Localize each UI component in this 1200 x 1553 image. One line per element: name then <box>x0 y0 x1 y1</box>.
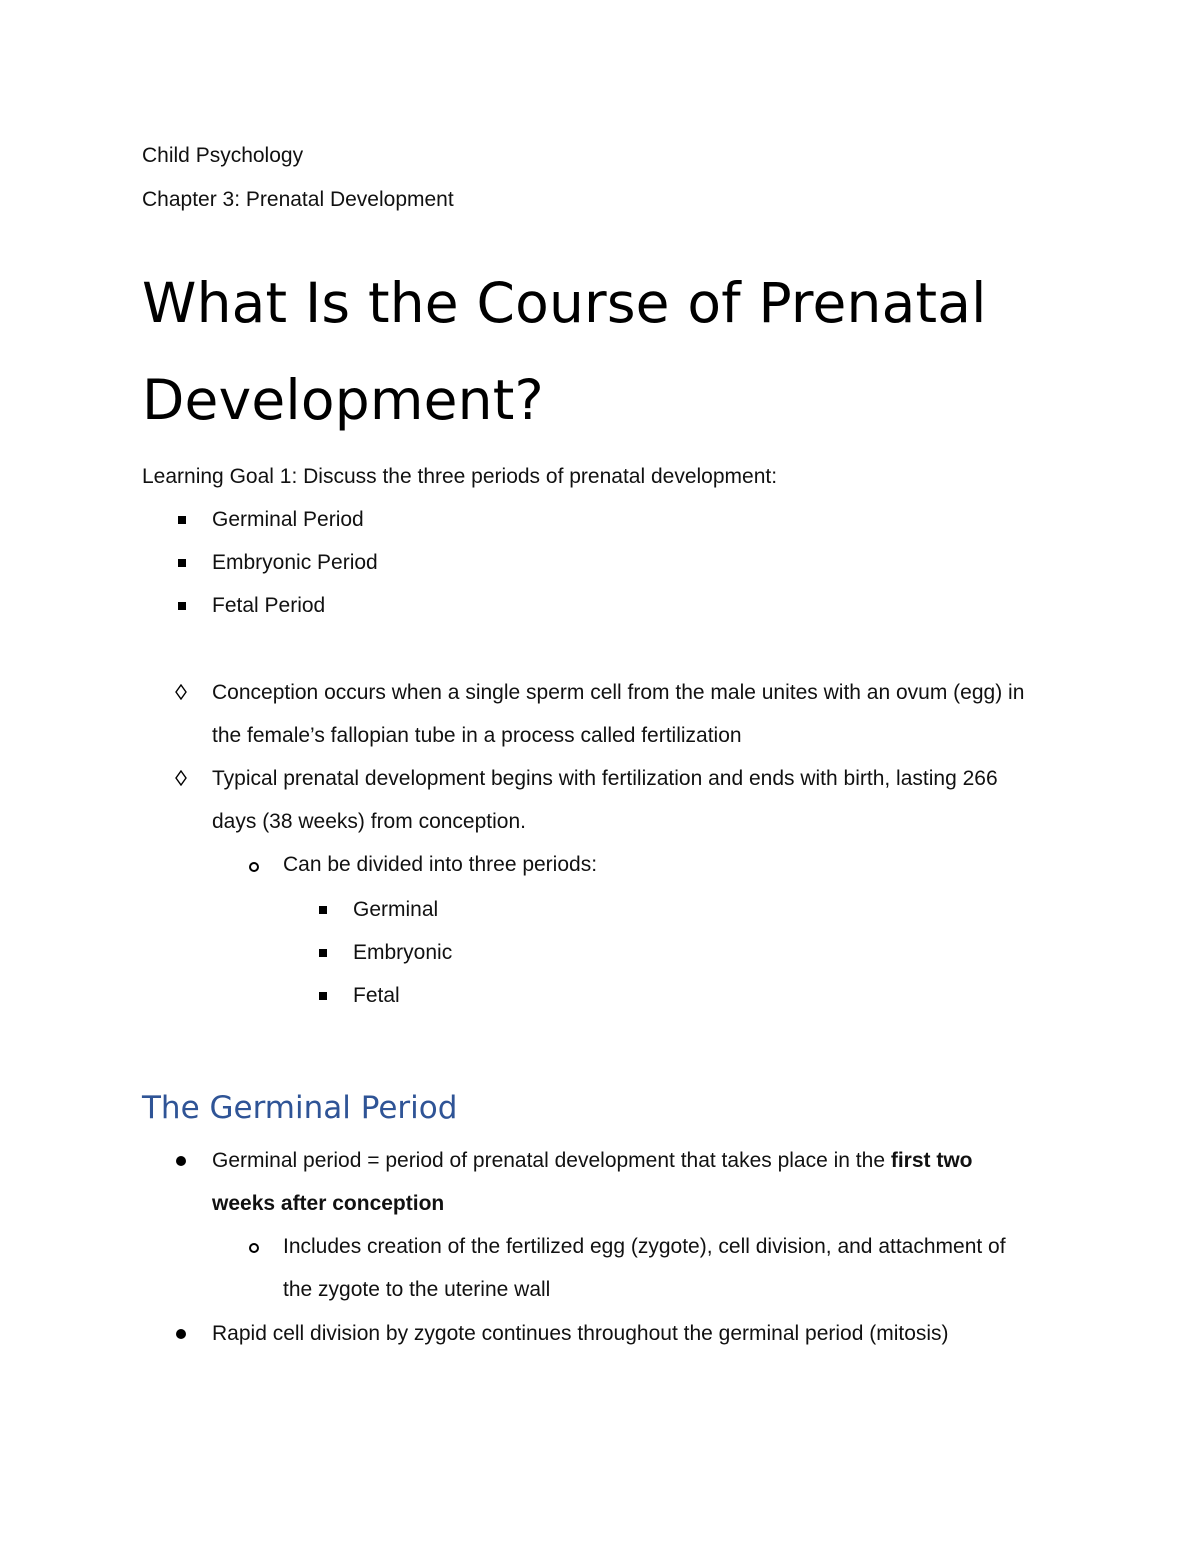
germinal-sub-line-1: Includes creation of the fertilized egg (zygote), cell division, and attachment of <box>283 1235 1006 1258</box>
note-conception-line-1: Conception occurs when a single sperm cell from the male unites with an ovum (egg) in <box>212 681 1025 704</box>
square-bullet-icon <box>178 559 186 567</box>
course-title: Child Psychology <box>142 144 304 167</box>
square-bullet-icon <box>319 906 327 914</box>
list-item-embryonic-period: Embryonic Period <box>212 551 378 574</box>
list-item-germinal: Germinal <box>353 898 439 921</box>
square-bullet-icon <box>178 602 186 610</box>
germinal-definition-text: Germinal period = period of prenatal development that takes place in the <box>212 1149 891 1172</box>
germinal-sub-line-2: the zygote to the uterine wall <box>283 1278 551 1301</box>
note-conception-line-2: the female’s fallopian tube in a process called fertilization <box>212 724 742 747</box>
main-heading-line-2: Development? <box>142 368 544 432</box>
main-heading-line-1: What Is the Course of Prenatal <box>142 271 987 335</box>
section-heading-germinal-period: The Germinal Period <box>142 1090 458 1126</box>
disc-bullet-icon <box>176 1156 186 1166</box>
square-bullet-icon <box>319 992 327 1000</box>
chapter-title: Chapter 3: Prenatal Development <box>142 188 454 211</box>
list-item-fetal-period: Fetal Period <box>212 594 326 617</box>
germinal-definition-line-1 <box>212 1147 973 1175</box>
germinal-definition-bold-2: weeks after conception <box>212 1192 445 1215</box>
note-sub-three-periods: Can be divided into three periods: <box>283 853 598 876</box>
learning-goal-text: Learning Goal 1: Discuss the three periods of prenatal development: <box>142 465 778 488</box>
circle-bullet-icon <box>249 1243 259 1253</box>
disc-bullet-icon <box>176 1329 186 1339</box>
diamond-bullet-icon <box>175 684 187 700</box>
list-item-fetal: Fetal <box>353 984 400 1007</box>
diamond-bullet-icon <box>175 770 187 786</box>
circle-bullet-icon <box>249 862 259 872</box>
germinal-definition-line-2 <box>212 1190 444 1218</box>
list-item-embryonic: Embryonic <box>353 941 453 964</box>
square-bullet-icon <box>178 516 186 524</box>
note-development-line-2: days (38 weeks) from conception. <box>212 810 526 833</box>
germinal-mitosis-text: Rapid cell division by zygote continues throughout the germinal period (mitosis) <box>212 1322 949 1345</box>
germinal-definition-bold-1: first two <box>890 1149 973 1172</box>
note-development-line-1: Typical prenatal development begins with fertilization and ends with birth, lasting 266 <box>212 767 998 790</box>
list-item-germinal-period: Germinal Period <box>212 508 364 531</box>
square-bullet-icon <box>319 949 327 957</box>
